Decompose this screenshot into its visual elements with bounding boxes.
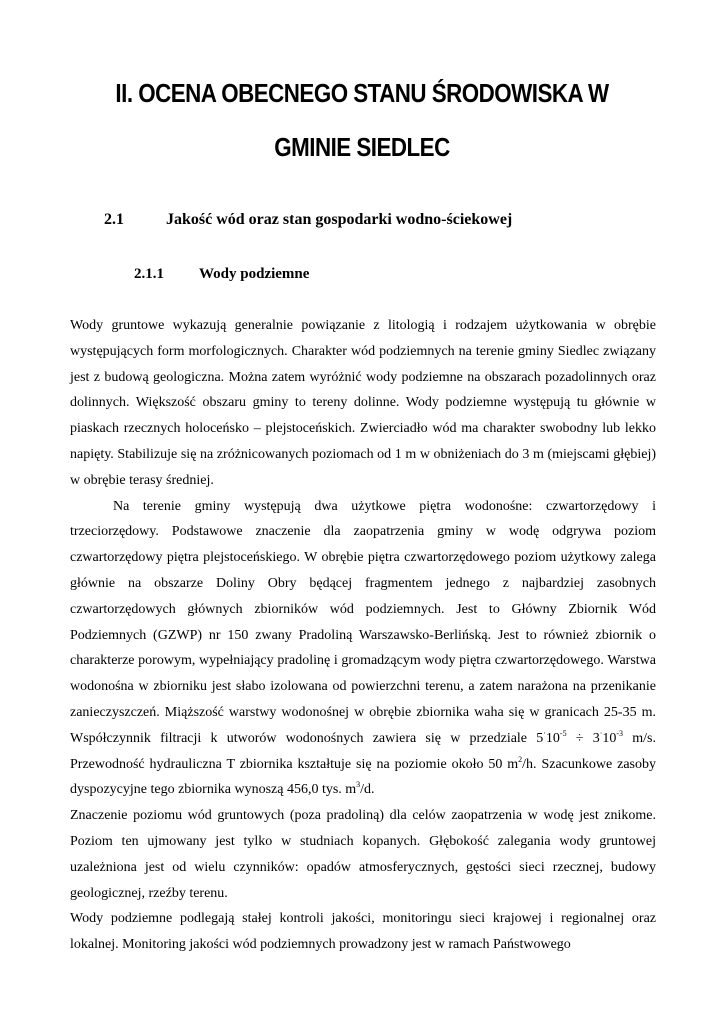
subsection-number: 2.1.1 [134, 266, 164, 282]
exponent: 3 [356, 780, 361, 790]
chapter-title: II. OCENA OBECNEGO STANU ŚRODOWISKA W GMINIE SIEDLEC [115, 78, 609, 162]
section-number: 2.1 [104, 211, 124, 228]
power-base: 10 [545, 730, 560, 746]
exponent: -5 [559, 728, 567, 738]
multiplication-dot: · [599, 728, 603, 738]
paragraph-4: Wody podziemne podlegają stałej kontroli jakości, monitoringu sieci krajowej i regionalnej oraz lokalnej. Monitoring jakości wód podziemnych prowadzony jest w ramach Państwowego [70, 911, 656, 953]
paragraph-3: Znaczenie poziomu wód gruntowych (poza pradoliną) dla celów zaopatrzenia w wodę jest znikome. Poziom ten ujmowany jest tylko w studniach kopanych. Głębokość zalegania wody gruntowej uzależniona jest od wielu czynników: opadów atmosferycznych, gęstości sieci rzecznej, budowy geologicznej, rzeźby terenu. [70, 808, 656, 901]
multiplication-dot: · [543, 728, 546, 738]
body-text [70, 313, 656, 958]
paragraph-2-text: /h. Szacunkowe zasoby dyspozycyjne tego zbiornika wynoszą 456,0 tys. m [70, 756, 656, 798]
range-sign: ÷ 3 [566, 730, 600, 746]
paragraph-2-text: Na terenie gminy występują dwa użytkowe piętra wodonośne: czwartorzędowy i trzeciorzędowy. Podstawowe znaczenie dla zaopatrzenia gminy w wodę odgrywa poziom czwartorzędowy piętra plejstoceńskiego. W obrębie piętra czwartorzędowego poziom użytkowy zalega głównie na obszarze Doliny Obry będącej fragmentem jednego z najbardziej zasobnych czwartorzędowych głównych zbiorników wód podziemnych. Jest to Główny Zbiornik Wód Podziemnych (GZWP) nr 150 zwany Pradoliną Warszawsko-Berlińską. Jest to również zbiornik o charakterze porowym, wypełniający pradolinę i gromadzącym wody piętra czwartorzędowego. Warstwa wodonośna w zbiorniku jest słabo izolowana od powierzchni terenu, a zatem narażona na przenikanie zanieczyszczeń. Miąższość warstwy wodonośnej w obrębie zbiornika waha się w granicach 25-35 m. Współczynnik filtracji k utworów wodonośnych zawiera się w przedziale 5 [70, 498, 656, 746]
paragraph-1: Wody gruntowe wykazują generalnie powiązanie z litologią i rodzajem użytkowania w obrębie występujących form morfologicznych. Charakter wód podziemnych na terenie gminy Siedlec związany jest z budową geologiczna. Można zatem wyróżnić wody podziemne na obszarach pozadolinnych oraz dolinnych. Większość obszaru gminy to tereny dolinne. Wody podziemne występują tu głównie w piaskach rzecznych holoceńsko – plejstoceńskich. Zwierciadło wód ma charakter swobodny lub lekko napięty. Stabilizuje się na zróżnicowanych poziomach od 1 m w obniżeniach do 3 m (miejscami głębiej) w obrębie terasy średniej. [70, 318, 656, 488]
subsection-title: Wody podziemne [199, 266, 310, 282]
exponent: 2 [518, 754, 523, 764]
paragraph-2-text: /d. [360, 782, 375, 798]
power-base: 10 [602, 730, 617, 746]
exponent: -3 [616, 728, 624, 738]
paragraph-2 [70, 494, 656, 804]
paragraph-2-text: m/s. Przewodność hydrauliczna T zbiornika kształtuje się na poziomie około 50 m [70, 730, 657, 772]
section-title: Jakość wód oraz stan gospodarki wodno-ściekowej [166, 211, 513, 228]
subsection-heading [134, 264, 309, 284]
section-heading [104, 210, 512, 230]
